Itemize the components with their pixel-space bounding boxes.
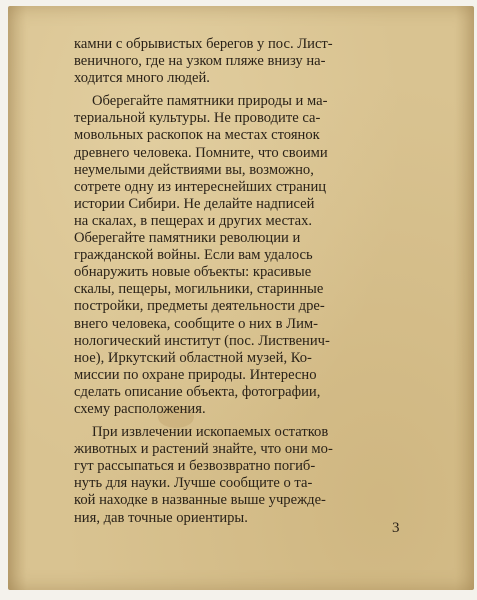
text-line: мовольных раскопок на местах стоянок [74,127,320,144]
text-line: сделать описание объекта, фотографии, [74,383,321,400]
text-line: Оберегайте памятники революции и [74,230,301,247]
paragraph-1 [74,36,394,87]
text-line: ния, дав точные ориентиры. [74,509,248,526]
text-line: веничного, где на узком пляже внизу на- [74,53,326,70]
text-line: неумелыми действиями вы, возможно, [74,161,314,178]
text-line: постройки, предметы деятельности дре- [74,298,325,315]
paragraph-2 [74,93,394,418]
text-line: скалы, пещеры, могильники, старинные [74,281,324,298]
text-line: на скалах, в пещерах и других местах. [74,212,313,229]
text-line: гражданской войны. Если вам удалось [74,247,313,264]
page-number: 3 [392,520,400,536]
text-line: кой находке в названные выше учрежде- [74,492,326,509]
body-text [74,36,394,533]
text-line: нологический институт (пос. Лиственич- [74,332,330,349]
text-line: камни с обрывистых берегов у пос. Лист- [74,36,333,52]
text-line: нуть для науки. Лучше сообщите о та- [74,475,313,492]
paragraph-3 [74,424,394,527]
text-line: териальной культуры. Не проводите са- [74,110,321,127]
text-line: внего человека, сообщите о них в Лим- [74,315,318,332]
text-line: Оберегайте памятники природы и ма- [92,93,328,110]
text-line: сотрете одну из интереснейших страниц [74,178,327,195]
text-line: древнего человека. Помните, что своими [74,144,328,161]
text-line: При извлечении ископаемых остатков [92,424,329,441]
text-line: миссии по охране природы. Интересно [74,366,317,383]
text-line: схему расположения. [74,400,206,417]
text-line: гут рассыпаться и безвозвратно погиб- [74,458,316,475]
text-line: ходится много людей. [74,70,210,87]
text-line: животных и растений знайте, что они мо- [74,441,333,458]
text-line: ное), Иркутский областной музей, Ко- [74,349,312,366]
text-line: обнаружить новые объекты: красивые [74,264,312,281]
text-line: истории Сибири. Не делайте надписей [74,195,315,212]
